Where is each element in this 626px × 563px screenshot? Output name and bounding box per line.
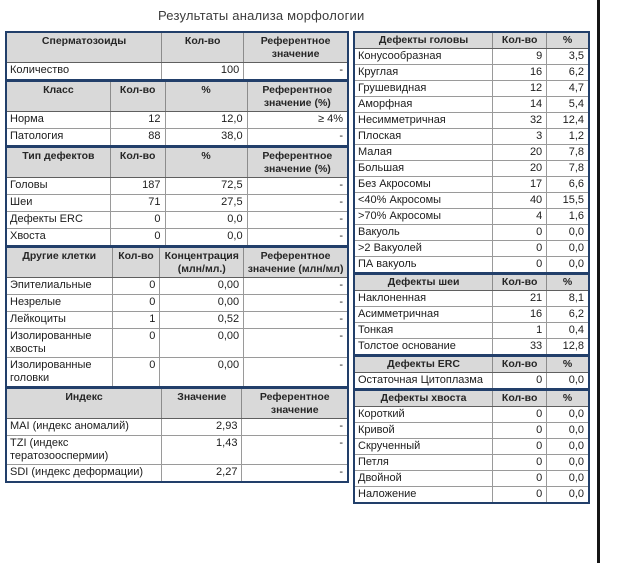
value-cell: 0 (110, 229, 165, 247)
value-cell: 0,0 (547, 257, 589, 274)
table-row (6, 358, 348, 388)
row-label-cell: Количество (6, 63, 162, 81)
value-cell: 0,00 (160, 358, 244, 388)
value-cell: 17 (493, 177, 547, 193)
column-header: Кол-во (493, 390, 547, 407)
value-cell: 0 (112, 329, 160, 358)
value-cell: 20 (493, 161, 547, 177)
header-row (6, 247, 348, 278)
header-row (6, 388, 348, 419)
value-cell: 0,0 (547, 455, 589, 471)
value-cell: 88 (110, 129, 165, 147)
value-cell: 2,93 (162, 419, 242, 436)
row-label-cell: Кривой (354, 423, 493, 439)
column-header: Дефекты хвоста (354, 390, 493, 407)
value-cell: 72,5 (165, 178, 247, 195)
value-cell: - (244, 358, 348, 388)
column-header: % (547, 274, 589, 291)
value-cell: 7,8 (547, 145, 589, 161)
value-cell: - (247, 178, 348, 195)
value-cell: 4 (493, 209, 547, 225)
column-header: Класс (6, 81, 110, 112)
column-header: Кол-во (493, 356, 547, 373)
value-cell: 187 (110, 178, 165, 195)
value-cell: 0,0 (547, 423, 589, 439)
value-cell: 16 (493, 65, 547, 81)
value-cell: 1 (112, 312, 160, 329)
column-header: % (547, 356, 589, 373)
table-row (354, 241, 589, 257)
value-cell: 100 (162, 63, 244, 81)
value-cell: 12,0 (165, 112, 247, 129)
column-header: Концентрация (млн/мл.) (160, 247, 244, 278)
header-row (354, 356, 589, 373)
value-cell: 0 (112, 278, 160, 295)
table-defect_types (5, 146, 349, 247)
table-row (354, 439, 589, 455)
table-row (354, 291, 589, 307)
row-label-cell: <40% Акросомы (354, 193, 493, 209)
table-class (5, 80, 349, 147)
value-cell: 0,0 (547, 225, 589, 241)
value-cell: 0 (493, 407, 547, 423)
value-cell: 1,43 (162, 436, 242, 465)
row-label-cell: Без Акросомы (354, 177, 493, 193)
value-cell: ≥ 4% (247, 112, 348, 129)
value-cell: 71 (110, 195, 165, 212)
table-neck_defects (353, 273, 590, 356)
value-cell: 14 (493, 97, 547, 113)
table-tail_defects (353, 389, 590, 504)
row-label-cell: Скрученный (354, 439, 493, 455)
table-indices (5, 387, 349, 483)
value-cell: 6,2 (547, 307, 589, 323)
table-row (354, 307, 589, 323)
value-cell: 0,52 (160, 312, 244, 329)
value-cell: 40 (493, 193, 547, 209)
value-cell: - (242, 465, 348, 483)
row-label-cell: MAI (индекс аномалий) (6, 419, 162, 436)
value-cell: 6,6 (547, 177, 589, 193)
table-row (6, 129, 348, 147)
row-label-cell: Наклоненная (354, 291, 493, 307)
table-row (354, 423, 589, 439)
value-cell: 9 (493, 49, 547, 65)
row-label-cell: Круглая (354, 65, 493, 81)
value-cell: 0,00 (160, 278, 244, 295)
table-row (354, 193, 589, 209)
table-erc_defects (353, 355, 590, 390)
table-row (6, 212, 348, 229)
column-header: Кол-во (162, 32, 244, 63)
value-cell: - (247, 229, 348, 247)
table-row (6, 63, 348, 81)
row-label-cell: Головы (6, 178, 110, 195)
value-cell: 12,8 (547, 339, 589, 356)
value-cell: - (244, 295, 348, 312)
column-header: % (547, 32, 589, 49)
row-label-cell: Остаточная Цитоплазма (354, 373, 493, 390)
value-cell: 12 (110, 112, 165, 129)
value-cell: 0,0 (547, 471, 589, 487)
value-cell: - (244, 63, 348, 81)
value-cell: 3 (493, 129, 547, 145)
column-header: Кол-во (493, 274, 547, 291)
row-label-cell: TZI (индекс тератозооспермии) (6, 436, 162, 465)
table-row (6, 229, 348, 247)
table-row (354, 407, 589, 423)
column-header: Кол-во (493, 32, 547, 49)
row-label-cell: Малая (354, 145, 493, 161)
value-cell: 1,2 (547, 129, 589, 145)
row-label-cell: Наложение (354, 487, 493, 504)
value-cell: 33 (493, 339, 547, 356)
column-header: Референтное значение (%) (247, 81, 348, 112)
row-label-cell: Толстое основание (354, 339, 493, 356)
row-label-cell: Плоская (354, 129, 493, 145)
table-row (6, 178, 348, 195)
row-label-cell: SDI (индекс деформации) (6, 465, 162, 483)
row-label-cell: Вакуоль (354, 225, 493, 241)
value-cell: 0,0 (165, 229, 247, 247)
value-cell: - (244, 312, 348, 329)
column-header: Индекс (6, 388, 162, 419)
table-row (354, 471, 589, 487)
value-cell: 21 (493, 291, 547, 307)
row-label-cell: Несимметричная (354, 113, 493, 129)
table-row (354, 49, 589, 65)
table-row (354, 161, 589, 177)
row-label-cell: Асимметричная (354, 307, 493, 323)
table-row (6, 465, 348, 483)
value-cell: - (247, 129, 348, 147)
header-row (6, 147, 348, 178)
value-cell: 0 (110, 212, 165, 229)
header-row (354, 32, 589, 49)
value-cell: 38,0 (165, 129, 247, 147)
table-row (354, 455, 589, 471)
value-cell: 0 (493, 439, 547, 455)
value-cell: - (242, 419, 348, 436)
value-cell: 20 (493, 145, 547, 161)
value-cell: 16 (493, 307, 547, 323)
column-header: Другие клетки (6, 247, 112, 278)
value-cell: 1 (493, 323, 547, 339)
value-cell: 3,5 (547, 49, 589, 65)
column-header: Сперматозоиды (6, 32, 162, 63)
value-cell: 0 (493, 455, 547, 471)
value-cell: 0 (112, 295, 160, 312)
row-label-cell: Эпителиальные (6, 278, 112, 295)
table-row (6, 195, 348, 212)
column-header: Тип дефектов (6, 147, 110, 178)
column-header: % (165, 81, 247, 112)
value-cell: 32 (493, 113, 547, 129)
table-row (354, 487, 589, 504)
value-cell: 0,0 (165, 212, 247, 229)
row-label-cell: Грушевидная (354, 81, 493, 97)
row-label-cell: Аморфная (354, 97, 493, 113)
column-header: Дефекты головы (354, 32, 493, 49)
row-label-cell: Короткий (354, 407, 493, 423)
header-row (6, 81, 348, 112)
row-label-cell: Норма (6, 112, 110, 129)
table-row (354, 129, 589, 145)
right-tables-column (353, 31, 590, 504)
column-header: Кол-во (112, 247, 160, 278)
row-label-cell: Изолированные головки (6, 358, 112, 388)
value-cell: 12,4 (547, 113, 589, 129)
value-cell: - (247, 212, 348, 229)
row-label-cell: Конусообразная (354, 49, 493, 65)
value-cell: 12 (493, 81, 547, 97)
column-header: % (165, 147, 247, 178)
table-row (6, 329, 348, 358)
header-row (6, 32, 348, 63)
row-label-cell: Двойной (354, 471, 493, 487)
table-row (354, 113, 589, 129)
page-edge-divider (597, 0, 600, 563)
row-label-cell: Хвоста (6, 229, 110, 247)
value-cell: 1,6 (547, 209, 589, 225)
table-row (6, 112, 348, 129)
value-cell: 4,7 (547, 81, 589, 97)
table-row (354, 209, 589, 225)
value-cell: 5,4 (547, 97, 589, 113)
table-row (6, 312, 348, 329)
column-header: Референтное значение (%) (247, 147, 348, 178)
table-other_cells (5, 246, 349, 388)
value-cell: 0 (493, 373, 547, 390)
value-cell: 0,0 (547, 373, 589, 390)
value-cell: 2,27 (162, 465, 242, 483)
value-cell: 8,1 (547, 291, 589, 307)
value-cell: 0,0 (547, 407, 589, 423)
table-row (354, 323, 589, 339)
table-row (6, 436, 348, 465)
value-cell: 15,5 (547, 193, 589, 209)
column-header: Дефекты ERC (354, 356, 493, 373)
row-label-cell: >70% Акросомы (354, 209, 493, 225)
value-cell: 0,0 (547, 241, 589, 257)
column-header: Кол-во (110, 81, 165, 112)
value-cell: 27,5 (165, 195, 247, 212)
row-label-cell: Большая (354, 161, 493, 177)
value-cell: 0 (493, 257, 547, 274)
value-cell: 0,4 (547, 323, 589, 339)
column-header: % (547, 390, 589, 407)
row-label-cell: ПА вакуоль (354, 257, 493, 274)
row-label-cell: >2 Вакуолей (354, 241, 493, 257)
value-cell: - (242, 436, 348, 465)
value-cell: 7,8 (547, 161, 589, 177)
column-header: Значение (162, 388, 242, 419)
table-spermatozoa (5, 31, 349, 81)
table-row (354, 65, 589, 81)
column-header: Референтное значение (242, 388, 348, 419)
table-row (354, 145, 589, 161)
value-cell: 0 (112, 358, 160, 388)
column-header: Референтное значение (млн/мл) (244, 247, 348, 278)
column-header: Дефекты шеи (354, 274, 493, 291)
table-row (354, 81, 589, 97)
table-row (354, 225, 589, 241)
table-row (354, 177, 589, 193)
value-cell: 0 (493, 423, 547, 439)
column-header: Референтное значение (244, 32, 348, 63)
value-cell: 0,00 (160, 329, 244, 358)
row-label-cell: Патология (6, 129, 110, 147)
row-label-cell: Петля (354, 455, 493, 471)
value-cell: 0 (493, 225, 547, 241)
row-label-cell: Лейкоциты (6, 312, 112, 329)
value-cell: 0,00 (160, 295, 244, 312)
row-label-cell: Изолированные хвосты (6, 329, 112, 358)
row-label-cell: Шеи (6, 195, 110, 212)
table-row (6, 419, 348, 436)
value-cell: 0 (493, 471, 547, 487)
value-cell: 0 (493, 487, 547, 504)
table-head_defects (353, 31, 590, 274)
value-cell: 0 (493, 241, 547, 257)
table-row (354, 97, 589, 113)
value-cell: 6,2 (547, 65, 589, 81)
column-header: Кол-во (110, 147, 165, 178)
row-label-cell: Незрелые (6, 295, 112, 312)
row-label-cell: Дефекты ERC (6, 212, 110, 229)
value-cell: - (244, 278, 348, 295)
row-label-cell: Тонкая (354, 323, 493, 339)
table-row (354, 373, 589, 390)
value-cell: 0,0 (547, 439, 589, 455)
table-row (6, 295, 348, 312)
value-cell: - (247, 195, 348, 212)
left-tables-column (5, 31, 349, 483)
table-row (354, 257, 589, 274)
table-row (354, 339, 589, 356)
header-row (354, 390, 589, 407)
value-cell: - (244, 329, 348, 358)
table-row (6, 278, 348, 295)
header-row (354, 274, 589, 291)
value-cell: 0,0 (547, 487, 589, 504)
page-title: Результаты анализа морфологии (158, 8, 365, 23)
